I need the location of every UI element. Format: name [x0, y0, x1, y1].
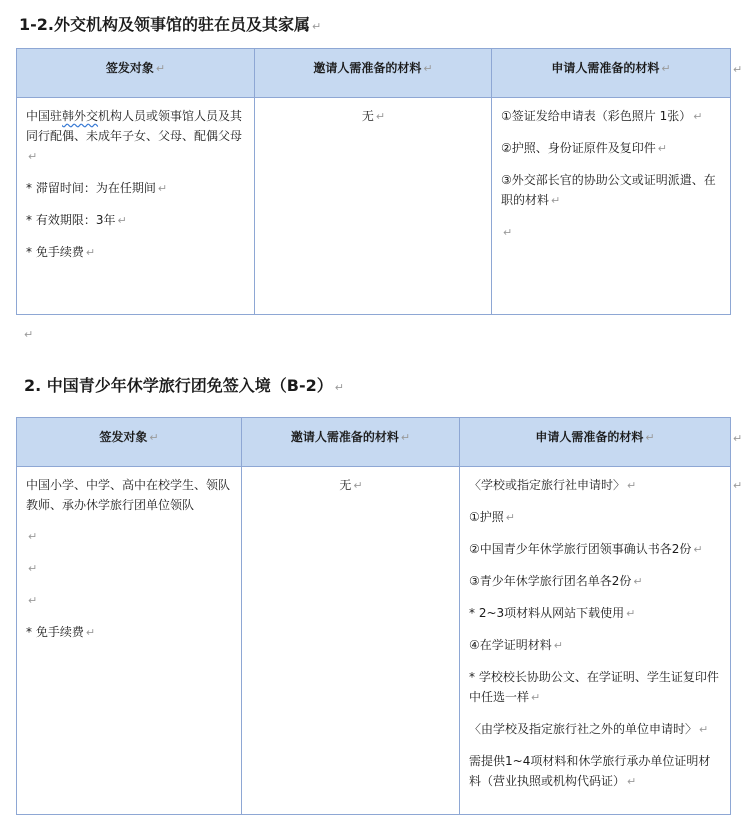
paragraph-mark: ↵: [334, 381, 344, 394]
section2-table: [16, 417, 731, 815]
paragraph-mark: ↵: [400, 431, 411, 444]
paragraph-mark: ↵: [553, 639, 563, 652]
issuance-target-cell: [17, 467, 242, 815]
section2-title-text: 2. 中国青少年休学旅行团免签入境（B-2）: [24, 376, 333, 395]
item-text: * 免手续费: [26, 625, 84, 639]
item-text: * 学校校长协助公文、在学证明、学生证复印件中任选一样: [469, 670, 719, 704]
list-item: [501, 138, 722, 159]
paragraph-mark: ↵: [503, 226, 513, 239]
applicant-materials-cell: [460, 467, 731, 815]
list-item: [501, 170, 722, 211]
list-item: [469, 603, 722, 624]
issuance-target-text: [26, 475, 233, 515]
item-text: ③外交部长官的协助公文或证明派遣、在职的材料: [501, 173, 716, 207]
paragraph-mark: ↵: [626, 607, 636, 620]
paragraph-mark: ↵: [633, 575, 643, 588]
paragraph-mark: ↵: [375, 110, 386, 123]
header-applicant-materials: [492, 49, 731, 98]
text-run: 中国驻: [26, 109, 63, 123]
cell-text: 无: [339, 478, 352, 492]
header-inviter-materials: [255, 49, 492, 98]
paragraph-mark: ↵: [353, 479, 363, 492]
header-label: 邀请人需准备的材料: [313, 61, 422, 75]
row-end-mark: ↵: [733, 63, 743, 76]
item-text: ①签证发给申请表（彩色照片 1张）: [501, 109, 692, 123]
item-text: * 有效期限：3年: [26, 213, 116, 227]
list-item: [26, 622, 233, 643]
cell-text: 中国小学、中学、高中在校学生、领队教师、承办休学旅行团单位领队: [26, 478, 231, 512]
paragraph-mark: ↵: [505, 511, 515, 524]
paragraph-mark: ↵: [627, 479, 637, 492]
table-header-row: [17, 418, 731, 467]
inviter-materials-cell: [255, 98, 492, 315]
list-item: [501, 106, 722, 127]
text-run: 机构人员或领事馆人员及其同行配偶、未成年子女、父母、配偶父母: [26, 109, 243, 143]
paragraph-mark: ↵: [699, 723, 709, 736]
paragraph-mark: ↵: [645, 431, 655, 444]
list-item: [469, 667, 722, 708]
section1-table: [16, 48, 731, 315]
list-item: [26, 242, 246, 263]
paragraph-mark: ↵: [312, 20, 322, 33]
item-text: ②中国青少年休学旅行团领事确认书各2份: [469, 542, 692, 556]
paragraph-mark: ↵: [24, 328, 34, 341]
header-label: 申请人需准备的材料: [535, 430, 644, 444]
item-text: ①护照: [469, 510, 504, 524]
empty-paragraph: [26, 526, 233, 547]
row-end-mark: ↵: [733, 432, 743, 445]
empty-paragraph: [26, 558, 233, 579]
header-label: 签发对象: [105, 61, 154, 75]
item-text: * 滞留时间：为在任期间: [26, 181, 156, 195]
item-text: ④在学证明材料: [469, 638, 552, 652]
list-item: [469, 635, 722, 656]
paragraph-mark: ↵: [693, 543, 703, 556]
header-issuance-target: [17, 418, 242, 467]
paragraph-mark: ↵: [117, 214, 127, 227]
header-label: 邀请人需准备的材料: [290, 430, 399, 444]
inviter-materials-text: [251, 475, 451, 496]
item-text: 〈由学校及指定旅行社之外的单位申请时〉: [469, 722, 698, 736]
list-item: [469, 475, 722, 496]
inviter-materials-cell: [242, 467, 460, 815]
item-text: ②护照、身份证原件及复印件: [501, 141, 656, 155]
cell-text: 无: [361, 109, 374, 123]
table-row: [17, 98, 731, 315]
paragraph-mark: ↵: [85, 626, 96, 639]
section1-title-text: 1-2.外交机构及领事馆的驻在员及其家属: [19, 15, 310, 34]
paragraph-mark: ↵: [28, 530, 38, 543]
paragraph-mark: ↵: [661, 62, 671, 75]
list-item: [26, 178, 246, 199]
paragraph-mark: ↵: [149, 431, 159, 444]
item-text: * 免手续费: [26, 245, 84, 259]
header-issuance-target: [17, 49, 255, 98]
inviter-materials-text: [264, 106, 483, 127]
table-header-row: [17, 49, 731, 98]
table-row: [17, 467, 731, 815]
list-item: [469, 571, 722, 592]
list-item: [501, 222, 722, 243]
list-item: [469, 751, 722, 792]
list-item: [469, 539, 722, 560]
paragraph-mark: ↵: [531, 691, 541, 704]
item-text: ③青少年休学旅行团名单各2份: [469, 574, 632, 588]
header-label: 签发对象: [99, 430, 148, 444]
empty-paragraph: [26, 590, 233, 611]
item-text: 〈学校或指定旅行社申请时〉: [469, 478, 626, 492]
header-applicant-materials: [460, 418, 731, 467]
paragraph-mark: ↵: [551, 194, 561, 207]
issuance-target-cell: [17, 98, 255, 315]
paragraph-mark: ↵: [155, 62, 166, 75]
list-item: [469, 719, 722, 740]
list-item: [469, 507, 722, 528]
paragraph-mark: ↵: [157, 182, 168, 195]
paragraph-mark: ↵: [28, 562, 38, 575]
issuance-target-text: [26, 106, 246, 167]
header-inviter-materials: [242, 418, 460, 467]
paragraph-mark: ↵: [85, 246, 96, 259]
header-label: 申请人需准备的材料: [551, 61, 660, 75]
item-text: 需提供1~4项材料和休学旅行承办单位证明材料（营业执照或机构代码证）: [469, 754, 711, 788]
paragraph-mark: ↵: [28, 150, 38, 163]
row-end-mark: ↵: [733, 479, 743, 492]
list-item: [26, 210, 246, 231]
section2-title: [24, 373, 344, 396]
paragraph-mark: ↵: [657, 142, 667, 155]
paragraph-mark: ↵: [693, 110, 703, 123]
spellcheck-run: 韩外交: [62, 109, 99, 123]
paragraph-mark: ↵: [423, 62, 433, 75]
paragraph-mark: ↵: [28, 594, 38, 607]
applicant-materials-cell: [492, 98, 731, 315]
section1-title: [19, 12, 321, 35]
item-text: * 2~3项材料从网站下载使用: [469, 606, 625, 620]
paragraph-mark: ↵: [627, 775, 637, 788]
